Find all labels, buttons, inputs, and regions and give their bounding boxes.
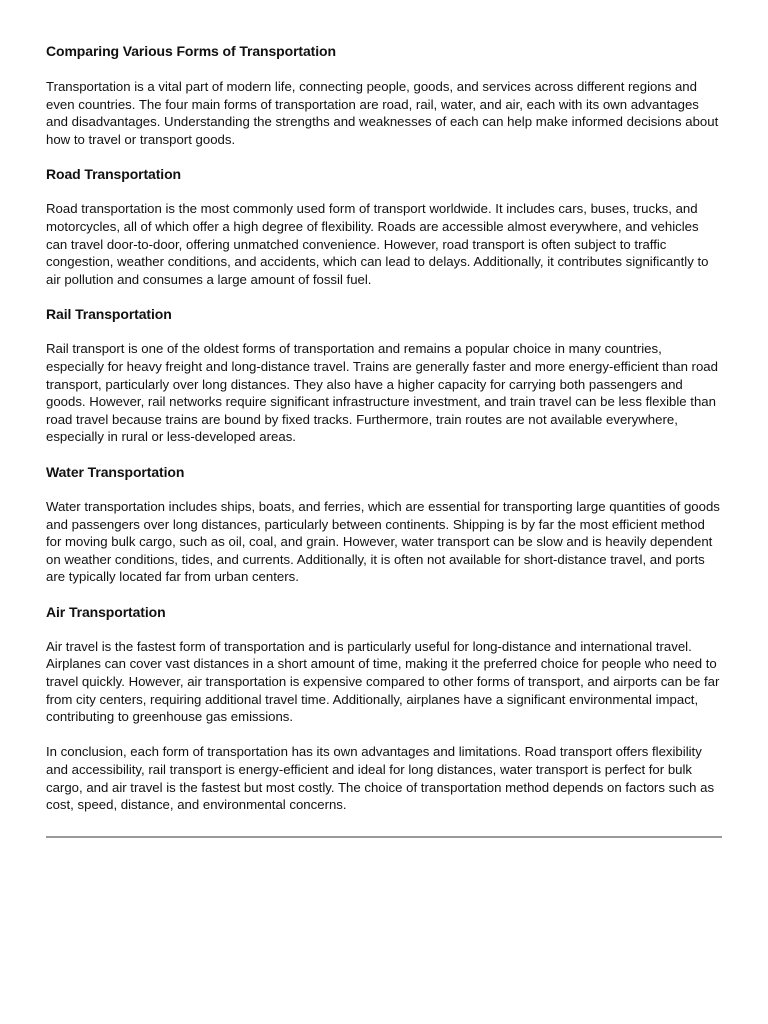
- paragraph-road-transportation: Road transportation is the most commonly used form of transport worldwide. It includes cars, buses, trucks, and motorcycles, all of which offer a high degree of flexibility. Roads are accessible almost everywhere, and vehicles can travel door-to-door, offering unmatched convenience. However, road transport is often subject to traffic congestion, weather conditions, and accidents, which can lead to delays. Additionally, it contributes significantly to air pollution and consumes a large amount of fossil fuel.: [46, 201, 709, 287]
- horizontal-divider: [46, 836, 722, 838]
- heading-road-transportation: Road Transportation: [46, 166, 181, 183]
- paragraph-air-transportation: Air travel is the fastest form of transportation and is particularly useful for long-distance and international travel. Airplanes can cover vast distances in a short amount of time, making it the preferred choice for people who need to travel quickly. However, air transportation is expensive compared to other forms of transport, and airports can be far from city centers, requiring additional travel time. Additionally, airplanes have a significant environmental impact, contributing to greenhouse gas emissions.: [46, 638, 720, 725]
- heading-water-transportation: Water Transportation: [46, 463, 185, 480]
- document-page: [46, 42, 722, 814]
- document-title: Comparing Various Forms of Transportation: [46, 43, 336, 59]
- paragraph-water-transportation: Water transportation includes ships, boats, and ferries, which are essential for transporting large quantities of goods and passengers over long distances, particularly between continents. Shipping is by far the most efficient method for moving bulk cargo, such as oil, coal, and grain. However, water transport can be slow and is heavily dependent on weather conditions, tides, and currents. Additionally, it is often not available for short-distance travel, and ports are typically located far from urban centers.: [46, 498, 720, 585]
- heading-air-transportation: Air Transportation: [46, 603, 166, 620]
- intro-paragraph: Transportation is a vital part of modern life, connecting people, goods, and services across different regions and even countries. The four main forms of transportation are road, rail, water, and air, each with its own advantages and disadvantages. Understanding the strengths and weaknesses of each can help make informed decisions about how to travel or transport goods.: [46, 79, 719, 147]
- paragraph-rail-transportation: Rail transport is one of the oldest forms of transportation and remains a popular choice in many countries, especially for heavy freight and long-distance travel. Trains are generally faster and more energy-efficient than road transport, particularly over long distances. They also have a higher capacity for carrying both passengers and goods. However, rail networks require significant infrastructure investment, and train travel can be less flexible than road travel because trains are bound by fixed tracks. Furthermore, train routes are not available everywhere, especially in rural or less-developed areas.: [46, 341, 718, 445]
- heading-rail-transportation: Rail Transportation: [46, 306, 172, 323]
- conclusion-paragraph: In conclusion, each form of transportation has its own advantages and limitations. Road transport offers flexibility and accessibility, rail transport is energy-efficient and ideal for long distances, water transport is perfect for bulk cargo, and air travel is the fastest but most costly. The choice of transportation method depends on factors such as cost, speed, distance, and environmental concerns.: [46, 744, 715, 813]
